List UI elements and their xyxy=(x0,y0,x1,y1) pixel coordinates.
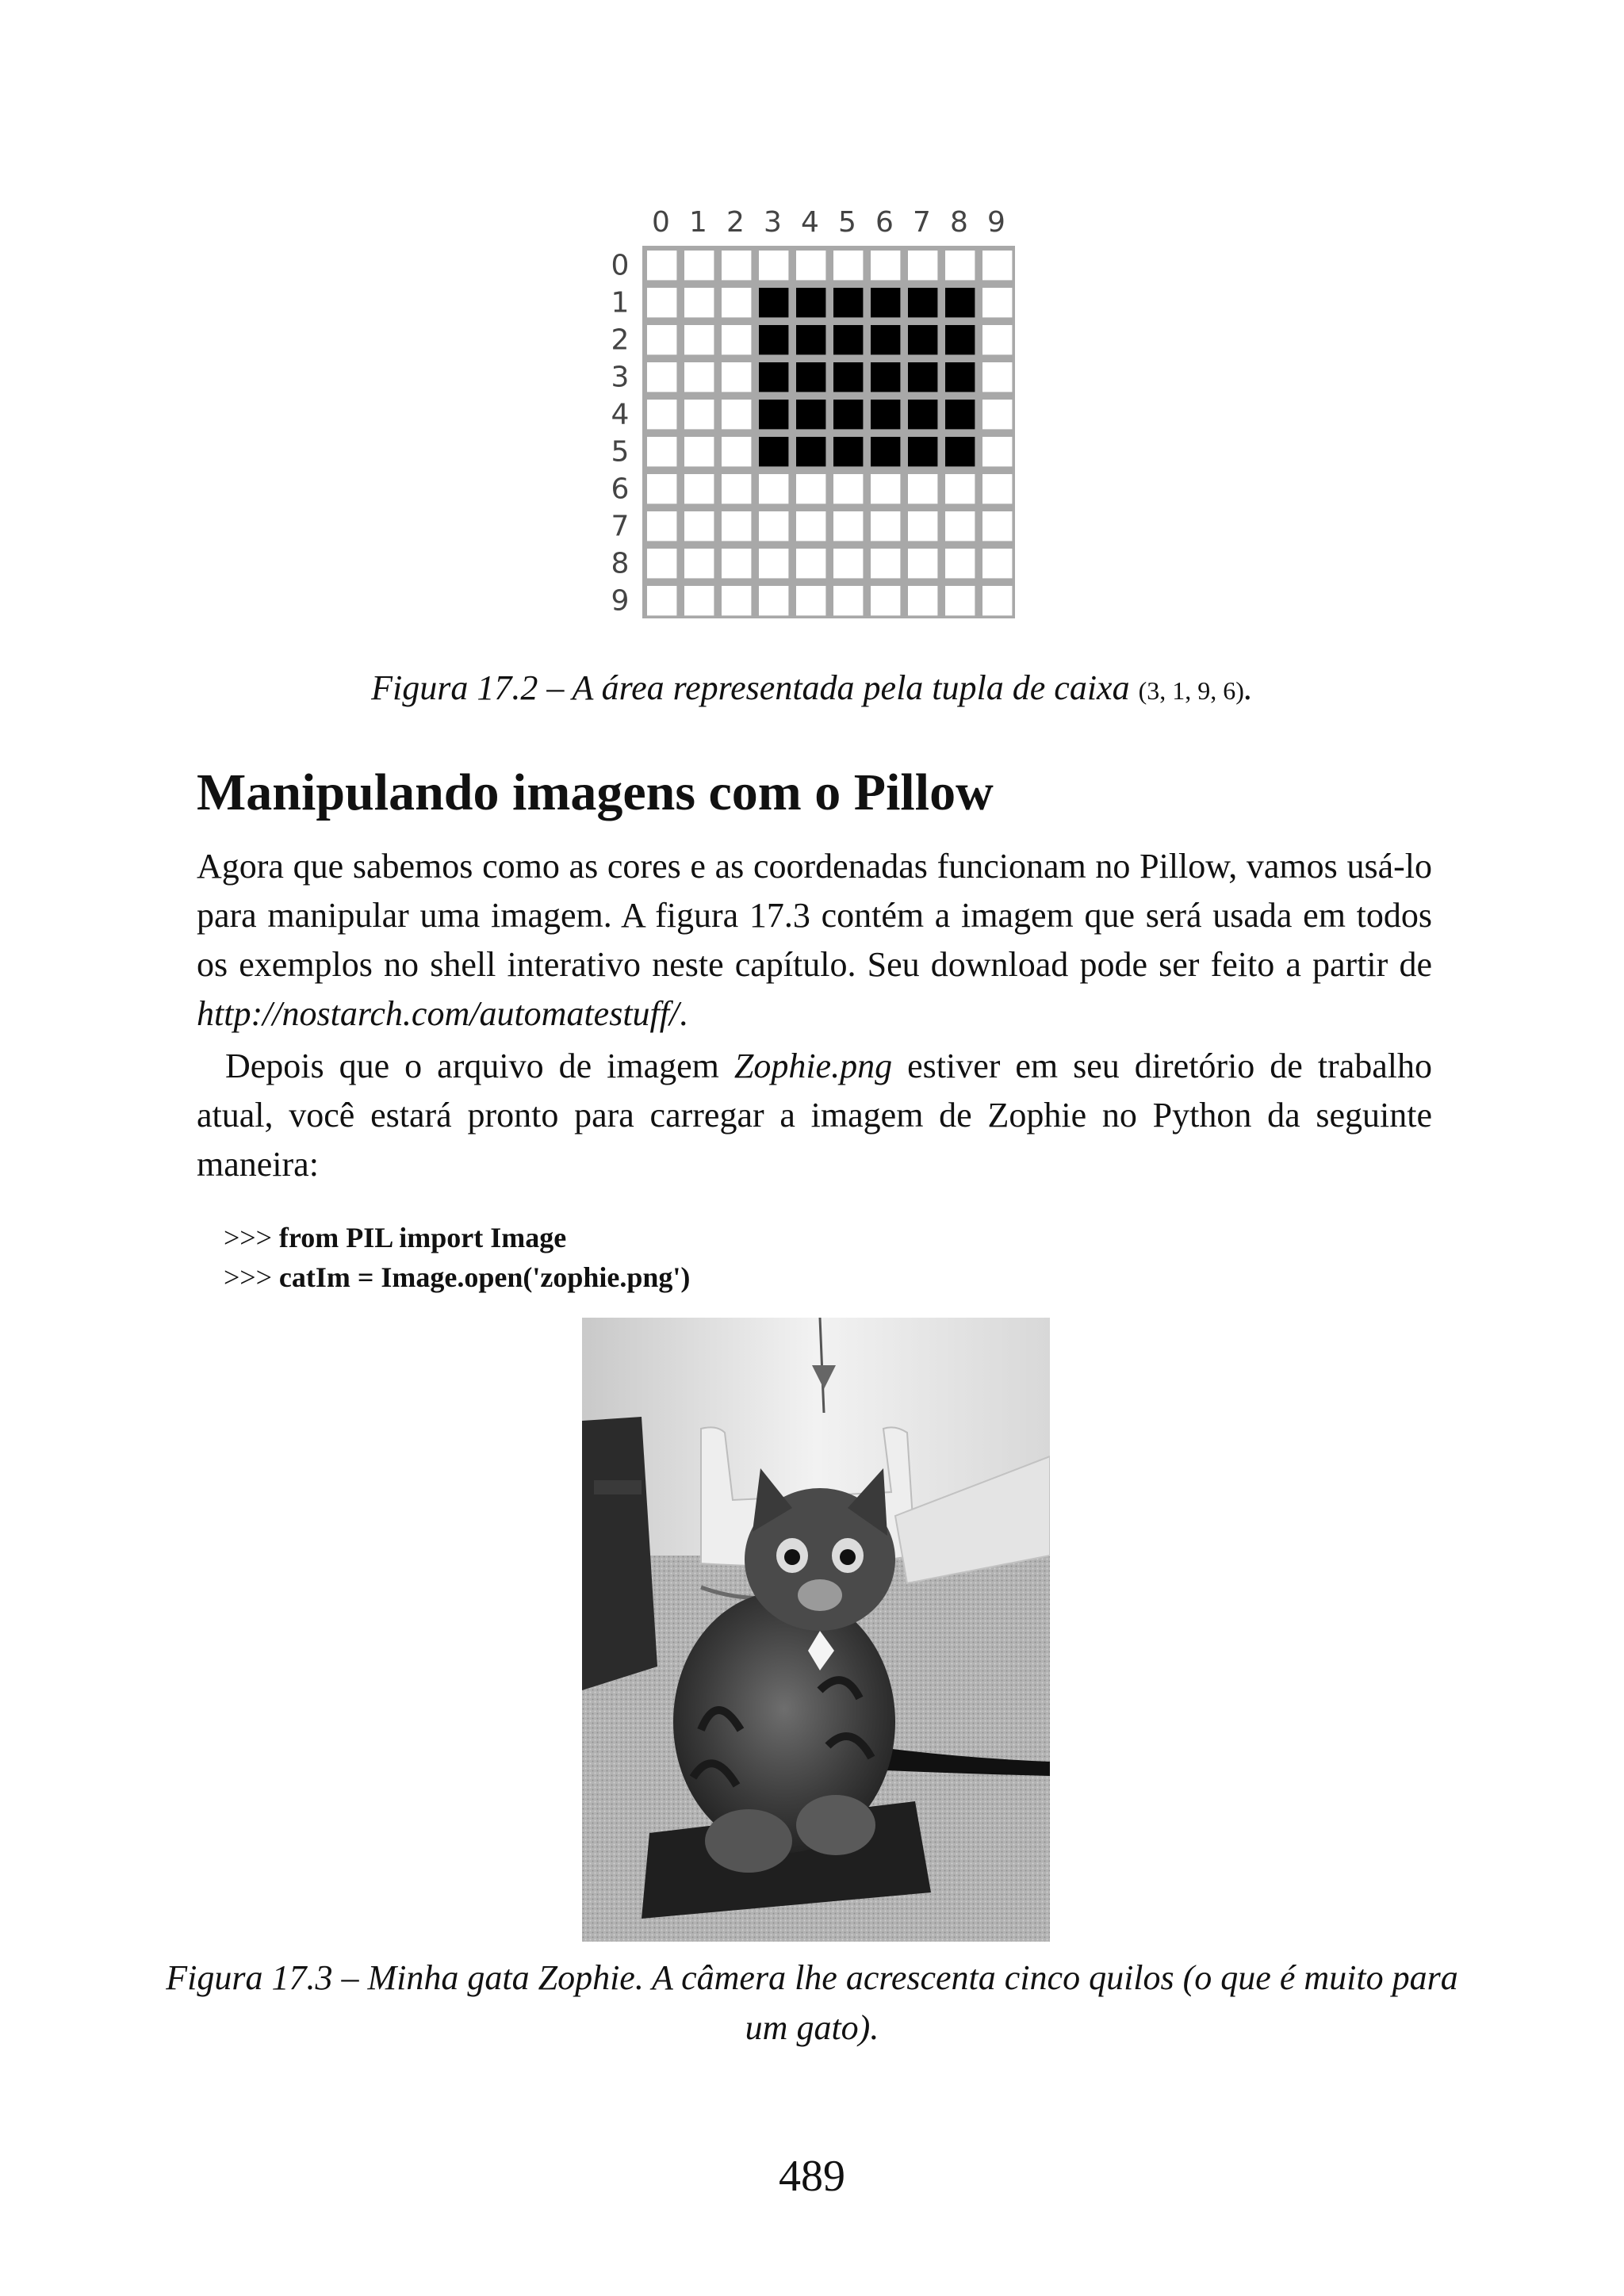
grid-cell-filled xyxy=(796,437,825,466)
grid-cell xyxy=(759,251,788,280)
grid-cell xyxy=(796,549,825,578)
grid-cell-filled xyxy=(908,325,937,354)
load-image-paragraph xyxy=(197,1042,1432,1189)
grid-cell xyxy=(982,325,1012,354)
grid-column-label: 1 xyxy=(689,206,707,239)
grid-cell xyxy=(982,362,1012,392)
grid-cell xyxy=(722,549,751,578)
grid-cell xyxy=(833,251,863,280)
grid-cell-filled xyxy=(833,325,863,354)
grid-cell-filled xyxy=(908,362,937,392)
grid-cell-filled xyxy=(759,437,788,466)
grid-row-label: 6 xyxy=(611,473,630,506)
box-tuple-grid-figure xyxy=(603,198,1031,642)
grid-column-label: 8 xyxy=(950,206,968,239)
grid-cell-filled xyxy=(833,288,863,317)
grid-cell xyxy=(684,437,714,466)
grid-cell xyxy=(684,288,714,317)
grid-cell xyxy=(871,549,900,578)
shell-command: from PIL import Image xyxy=(278,1222,567,1253)
page-number: 489 xyxy=(779,2152,845,2201)
grid-cell xyxy=(647,511,676,541)
grid-cell xyxy=(945,511,975,541)
grid-cell xyxy=(684,474,714,503)
grid-cell-filled xyxy=(908,437,937,466)
grid-column-label: 6 xyxy=(875,206,894,239)
grid-cell xyxy=(796,251,825,280)
grid-cell xyxy=(833,474,863,503)
download-url: http://nostarch.com/automatestuff/ xyxy=(197,994,680,1033)
grid-cell-filled xyxy=(871,325,900,354)
grid-cell xyxy=(908,511,937,541)
grid-row-label: 1 xyxy=(611,286,630,320)
grid-cell xyxy=(982,437,1012,466)
grid-cell xyxy=(908,549,937,578)
grid-cell xyxy=(908,586,937,615)
grid-cell xyxy=(722,586,751,615)
grid-cell-filled xyxy=(871,437,900,466)
grid-cell-filled xyxy=(908,400,937,429)
grid-cell xyxy=(684,511,714,541)
code-line xyxy=(224,1218,690,1257)
grid-cell xyxy=(982,288,1012,317)
grid-cell-filled xyxy=(833,400,863,429)
grid-cell xyxy=(684,251,714,280)
cat-paw-right xyxy=(796,1795,875,1855)
grid-cell xyxy=(833,549,863,578)
intro-paragraph-end: . xyxy=(679,994,688,1033)
grid-row-label: 9 xyxy=(611,584,630,618)
grid-cell xyxy=(722,511,751,541)
grid-cell xyxy=(908,474,937,503)
grid-cell xyxy=(684,325,714,354)
grid-cell xyxy=(647,251,676,280)
box-tuple-value: (3, 1, 9, 6) xyxy=(1138,676,1244,705)
grid-cell xyxy=(982,586,1012,615)
grid-cell xyxy=(759,549,788,578)
load-paragraph-text-before: Depois que o arquivo de imagem xyxy=(225,1047,734,1085)
cat-paw-left xyxy=(705,1809,792,1873)
shell-prompt: >>> xyxy=(224,1261,279,1293)
grid-cell xyxy=(871,251,900,280)
grid-cell xyxy=(982,400,1012,429)
grid-cell xyxy=(647,474,676,503)
grid-cell xyxy=(759,586,788,615)
grid-cell-filled xyxy=(945,325,975,354)
grid-cell-filled xyxy=(759,400,788,429)
grid-cell xyxy=(684,400,714,429)
grid-cell-filled xyxy=(759,288,788,317)
grid-row-label: 7 xyxy=(611,510,630,543)
grid-cell-filled xyxy=(908,288,937,317)
grid-cell-filled xyxy=(871,400,900,429)
grid-cell xyxy=(871,474,900,503)
grid-cell xyxy=(647,400,676,429)
grid-cell xyxy=(684,549,714,578)
grid-cell xyxy=(945,586,975,615)
grid-cell xyxy=(722,437,751,466)
grid-cell xyxy=(722,362,751,392)
grid-cell xyxy=(945,474,975,503)
code-example xyxy=(224,1218,690,1297)
grid-cell xyxy=(647,325,676,354)
grid-cell xyxy=(722,400,751,429)
intro-paragraph xyxy=(197,842,1432,1039)
grid-cell xyxy=(945,549,975,578)
grid-row-label: 2 xyxy=(611,323,630,357)
figure-17-3-caption: Figura 17.3 – Minha gata Zophie. A câmera lhe acrescenta cinco quilos (o que é muito para um gato). xyxy=(166,1958,1458,2047)
grid-cell-filled xyxy=(796,325,825,354)
grid-cell-filled xyxy=(871,362,900,392)
figure-17-2-caption-text: Figura 17.2 – A área representada pela tupla de caixa xyxy=(371,668,1130,707)
grid-cell xyxy=(759,474,788,503)
grid-cell xyxy=(796,474,825,503)
image-filename: Zophie.png xyxy=(733,1047,893,1085)
grid-row-labels xyxy=(611,250,630,618)
grid-cell xyxy=(684,362,714,392)
cat-muzzle xyxy=(798,1579,842,1611)
grid-cell xyxy=(796,586,825,615)
grid-cell xyxy=(647,288,676,317)
grid-cell xyxy=(833,586,863,615)
grid-row-label: 4 xyxy=(611,398,630,431)
grid-row-label: 5 xyxy=(611,435,630,469)
grid-cell xyxy=(684,586,714,615)
grid-cell xyxy=(871,511,900,541)
grid-cell-filled xyxy=(945,362,975,392)
grid-cell xyxy=(982,549,1012,578)
grid-cell xyxy=(722,325,751,354)
grid-column-label: 2 xyxy=(726,206,745,239)
grid-row-label: 8 xyxy=(611,547,630,580)
grid-column-label: 3 xyxy=(764,206,782,239)
grid-cell xyxy=(647,586,676,615)
intro-paragraph-text: Agora que sabemos como as cores e as coordenadas funcionam no Pillow, vamos usá-lo para manipular uma imagem. A figura 17.3 contém a imagem que será usada em todos os exemplos no shell interativo neste capítulo. Seu download pode ser feito a partir de xyxy=(197,847,1432,984)
grid-column-label: 7 xyxy=(913,206,931,239)
grid-cell-filled xyxy=(759,325,788,354)
grid-column-label: 9 xyxy=(987,206,1005,239)
grid-column-label: 5 xyxy=(838,206,856,239)
grid-cell xyxy=(722,474,751,503)
grid-row-label: 3 xyxy=(611,361,630,394)
grid-cell xyxy=(982,251,1012,280)
grid-cell xyxy=(982,511,1012,541)
grid-cell xyxy=(722,288,751,317)
grid-cell xyxy=(945,251,975,280)
grid-cell xyxy=(871,586,900,615)
grid-cell-filled xyxy=(796,400,825,429)
grid-cell-filled xyxy=(871,288,900,317)
grid-cell-filled xyxy=(796,362,825,392)
code-line xyxy=(224,1257,690,1297)
figure-17-2-caption xyxy=(0,663,1624,716)
grid-column-label: 0 xyxy=(652,206,670,239)
grid-cell-filled xyxy=(833,437,863,466)
shell-command: catIm = Image.open('zophie.png') xyxy=(278,1261,691,1293)
grid-cell xyxy=(796,511,825,541)
shell-prompt: >>> xyxy=(224,1222,279,1253)
grid-cell xyxy=(759,511,788,541)
grid-cell xyxy=(982,474,1012,503)
grid-row-label: 0 xyxy=(611,249,630,282)
grid-cells xyxy=(642,246,1015,618)
grid-cell xyxy=(647,362,676,392)
grid-cell-filled xyxy=(945,288,975,317)
grid-cell xyxy=(833,511,863,541)
grid-column-labels xyxy=(652,206,1005,239)
grid-cell-filled xyxy=(759,362,788,392)
caption-period: . xyxy=(1243,668,1253,707)
grid-cell xyxy=(647,437,676,466)
grid-cell xyxy=(908,251,937,280)
grid-cell-filled xyxy=(833,362,863,392)
grid-cell xyxy=(722,251,751,280)
grid-cell-filled xyxy=(796,288,825,317)
grid-cell xyxy=(647,549,676,578)
load-paragraph-text-after: estiver em seu diretório de trabalho atual, você estará pronto para carregar a imagem de Zophie no Python da seguinte maneira: xyxy=(197,1047,1432,1184)
grid-column-label: 4 xyxy=(801,206,819,239)
zophie-cat-photo xyxy=(582,1318,1050,1942)
grid-cell-filled xyxy=(945,400,975,429)
grid-cell-filled xyxy=(945,437,975,466)
section-heading: Manipulando imagens com o Pillow xyxy=(197,763,994,821)
